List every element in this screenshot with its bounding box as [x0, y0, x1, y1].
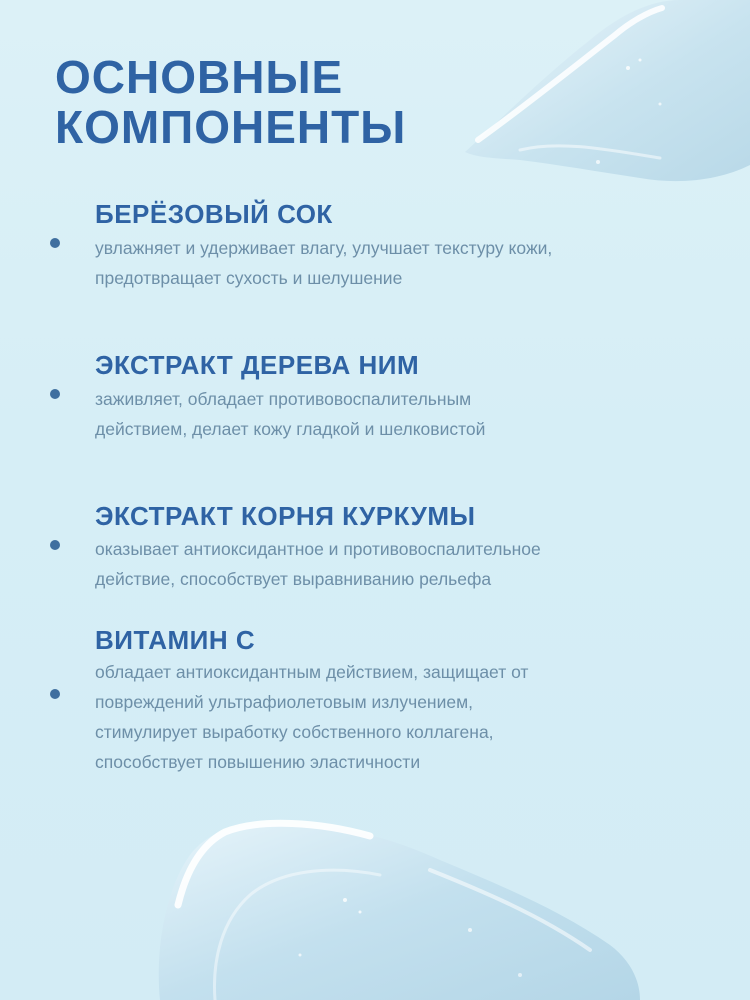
- page-title-line-2: КОМПОНЕНТЫ: [55, 101, 407, 153]
- cream-smear-bottom-icon: [159, 823, 640, 1000]
- ingredient-description-line: повреждений ультрафиолетовым излучением,: [95, 692, 473, 712]
- ingredient-description: [95, 384, 655, 444]
- bullet-dot-icon: [50, 389, 60, 399]
- ingredient-description-line: заживляет, обладает противовоспалительным: [95, 389, 472, 409]
- ingredient-description: [95, 233, 655, 293]
- ingredient-description-line: стимулирует выработку собственного коллагена,: [95, 722, 494, 742]
- ingredient-description: [95, 657, 655, 777]
- ingredient-description-line: оказывает антиоксидантное и противовоспалительное: [95, 539, 541, 559]
- ingredient-heading: ЭКСТРАКТ ДЕРЕВА НИМ: [95, 350, 420, 380]
- ingredient-heading: ЭКСТРАКТ КОРНЯ КУРКУМЫ: [95, 501, 476, 531]
- ingredient-description: [95, 534, 655, 594]
- ingredient-description-line: способствует повышению эластичности: [95, 752, 421, 772]
- bullet-dot-icon: [50, 238, 60, 248]
- page-title: [55, 52, 406, 152]
- bullet-dot-icon: [50, 689, 60, 699]
- ingredient-description-line: действие, способствует выравниванию рельефа: [95, 569, 492, 589]
- ingredient-heading: БЕРЁЗОВЫЙ СОК: [95, 199, 333, 229]
- ingredient-description-line: действием, делает кожу гладкой и шелковистой: [95, 419, 486, 439]
- page-title-line-1: ОСНОВНЫЕ: [55, 51, 344, 103]
- ingredient-heading: ВИТАМИН С: [95, 625, 256, 655]
- ingredient-description-line: обладает антиоксидантным действием, защищает от: [95, 662, 529, 682]
- cream-smear-top-icon: [465, 0, 750, 181]
- bullet-dot-icon: [50, 540, 60, 550]
- ingredient-description-line: увлажняет и удерживает влагу, улучшает текстуру кожи,: [95, 238, 553, 258]
- ingredient-description-line: предотвращает сухость и шелушение: [95, 268, 403, 288]
